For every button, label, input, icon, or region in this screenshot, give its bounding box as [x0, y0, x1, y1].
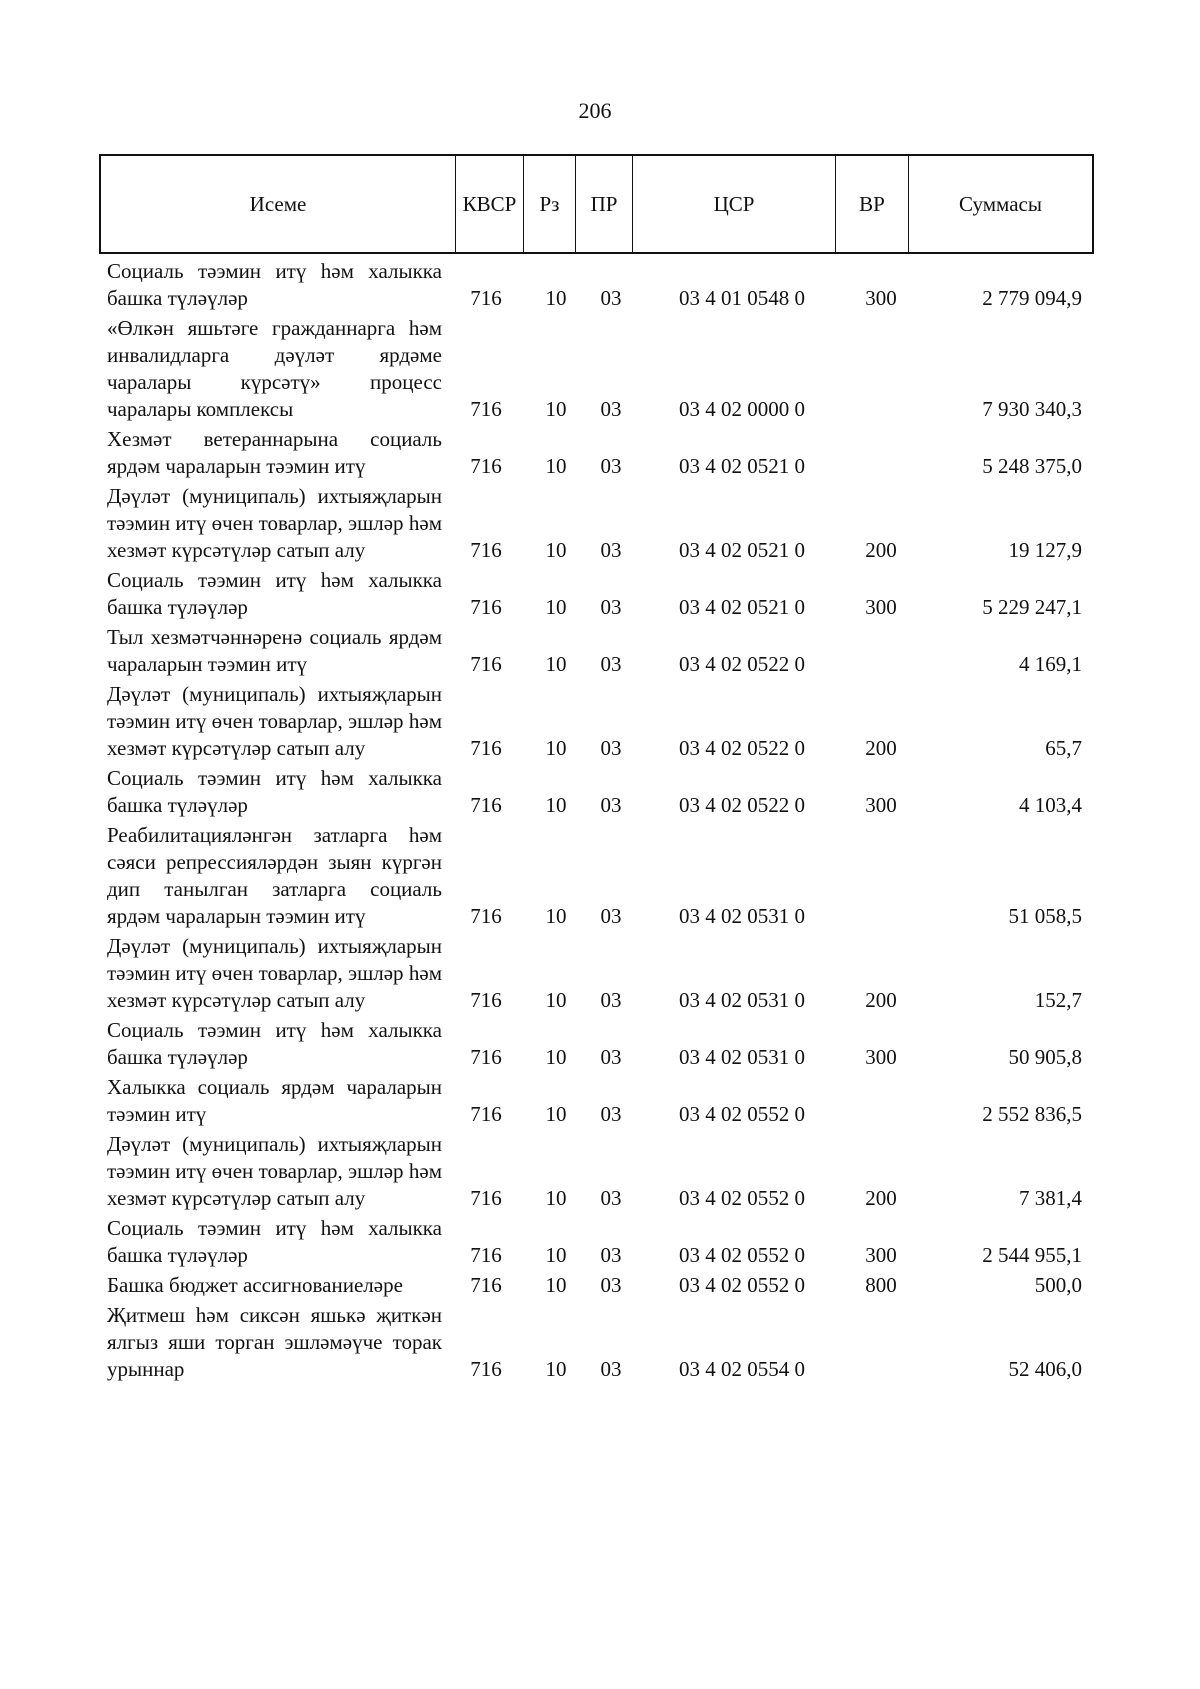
- row-name: Реабилитацияләнгән затларга һәм сәяси репрессияләрдән зыян күргән дип танылган затларга социаль ярдәм чараларын тәэмин итү: [107, 823, 442, 928]
- header-pr: ПР: [576, 156, 633, 252]
- row-name: Җитмеш һәм сиксән яшькә җиткән ялгыз яши торган эшләмәүче торак урыннар: [107, 1303, 442, 1381]
- table-body: [99, 258, 1094, 1386]
- row-pr: 03: [600, 652, 622, 676]
- header-rz: Рз: [524, 156, 576, 252]
- row-kvsr: 716: [470, 1357, 502, 1381]
- row-rz: 10: [545, 595, 567, 619]
- row-vr: 300: [865, 595, 897, 619]
- row-csr: 03 4 01 0548 0: [679, 286, 805, 310]
- row-rz: 10: [545, 1357, 567, 1381]
- row-kvsr: 716: [470, 454, 502, 478]
- row-pr: 03: [600, 793, 622, 817]
- row-csr: 03 4 02 0552 0: [679, 1102, 805, 1126]
- row-rz: 10: [545, 904, 567, 928]
- row-vr: 200: [865, 1186, 897, 1210]
- row-sum: 7 930 340,3: [982, 397, 1082, 421]
- row-pr: 03: [600, 454, 622, 478]
- row-pr: 03: [600, 1102, 622, 1126]
- row-kvsr: 716: [470, 1243, 502, 1267]
- row-kvsr: 716: [470, 1186, 502, 1210]
- row-pr: 03: [600, 1243, 622, 1267]
- row-csr: 03 4 02 0522 0: [679, 793, 805, 817]
- row-pr: 03: [600, 904, 622, 928]
- table-row: [99, 1272, 1094, 1299]
- row-kvsr: 716: [470, 988, 502, 1012]
- row-sum: 50 905,8: [1008, 1045, 1082, 1069]
- row-vr: 200: [865, 988, 897, 1012]
- row-csr: 03 4 02 0531 0: [679, 988, 805, 1012]
- row-vr: 300: [865, 1045, 897, 1069]
- row-vr: 300: [865, 286, 897, 310]
- table-row: [99, 822, 1094, 930]
- table-row: [99, 1215, 1094, 1269]
- row-pr: 03: [600, 286, 622, 310]
- row-csr: 03 4 02 0554 0: [679, 1357, 805, 1381]
- row-name: Хезмәт ветераннарына социаль ярдәм чараларын тәэмин итү: [107, 427, 442, 478]
- row-sum: 65,7: [1045, 736, 1082, 760]
- row-kvsr: 716: [470, 1102, 502, 1126]
- row-sum: 2 779 094,9: [982, 286, 1082, 310]
- row-sum: 52 406,0: [1008, 1357, 1082, 1381]
- row-name: Халыкка социаль ярдәм чараларын тәэмин итү: [107, 1075, 442, 1126]
- table-row: [99, 624, 1094, 678]
- row-csr: 03 4 02 0521 0: [679, 595, 805, 619]
- row-sum: 152,7: [1034, 988, 1082, 1012]
- row-csr: 03 4 02 0552 0: [679, 1243, 805, 1267]
- row-sum: 5 229 247,1: [982, 595, 1082, 619]
- header-csr: ЦСР: [633, 156, 836, 252]
- row-pr: 03: [600, 736, 622, 760]
- row-sum: 51 058,5: [1008, 904, 1082, 928]
- row-sum: 19 127,9: [1008, 538, 1082, 562]
- row-rz: 10: [545, 988, 567, 1012]
- table-row: [99, 681, 1094, 762]
- row-vr: 800: [865, 1273, 897, 1297]
- table-row: [99, 1302, 1094, 1383]
- row-csr: 03 4 02 0531 0: [679, 1045, 805, 1069]
- row-name: Социаль тәэмин итү һәм халыкка башка түләүләр: [107, 259, 442, 310]
- row-name: Дәүләт (муниципаль) ихтыяҗларын тәэмин итү өчен товарлар, эшләр һәм хезмәт күрсәтүләр сатып алу: [107, 682, 442, 760]
- header-kvsr: КВСР: [456, 156, 524, 252]
- row-rz: 10: [545, 397, 567, 421]
- row-name: Социаль тәэмин итү һәм халыкка башка түләүләр: [107, 766, 442, 817]
- row-kvsr: 716: [470, 595, 502, 619]
- row-name: «Өлкән яшьтәге гражданнарга һәм инвалидларга дәүләт ярдәме чаралары күрсәтү» процесс чаралары комплексы: [107, 316, 442, 421]
- table-row: [99, 258, 1094, 312]
- header-sum: Суммасы: [959, 191, 1042, 216]
- row-pr: 03: [600, 1186, 622, 1210]
- row-name: Социаль тәэмин итү һәм халыкка башка түләүләр: [107, 1018, 442, 1069]
- table-header: [99, 154, 1094, 254]
- page-number: 206: [578, 98, 612, 123]
- header-name: Исеме: [101, 156, 456, 252]
- row-sum: 2 552 836,5: [982, 1102, 1082, 1126]
- row-rz: 10: [545, 652, 567, 676]
- row-sum: 4 169,1: [1019, 652, 1082, 676]
- row-vr: 300: [865, 793, 897, 817]
- table-row: [99, 567, 1094, 621]
- row-name: Дәүләт (муниципаль) ихтыяҗларын тәэмин итү өчен товарлар, эшләр һәм хезмәт күрсәтүләр сатып алу: [107, 934, 442, 1012]
- row-kvsr: 716: [470, 286, 502, 310]
- row-kvsr: 716: [470, 652, 502, 676]
- table-row: [99, 933, 1094, 1014]
- row-csr: 03 4 02 0552 0: [679, 1186, 805, 1210]
- row-csr: 03 4 02 0522 0: [679, 652, 805, 676]
- row-sum: 7 381,4: [1019, 1186, 1082, 1210]
- row-kvsr: 716: [470, 538, 502, 562]
- row-kvsr: 716: [470, 1273, 502, 1297]
- row-rz: 10: [545, 1045, 567, 1069]
- row-pr: 03: [600, 397, 622, 421]
- row-sum: 4 103,4: [1019, 793, 1082, 817]
- row-pr: 03: [600, 1273, 622, 1297]
- row-name: Башка бюджет ассигнованиеләре: [107, 1273, 403, 1297]
- row-csr: 03 4 02 0521 0: [679, 454, 805, 478]
- row-rz: 10: [545, 286, 567, 310]
- row-kvsr: 716: [470, 397, 502, 421]
- row-rz: 10: [545, 736, 567, 760]
- row-csr: 03 4 02 0521 0: [679, 538, 805, 562]
- row-name: Тыл хезмәтчәннәренә социаль ярдәм чараларын тәэмин итү: [107, 625, 442, 676]
- table-row: [99, 1074, 1094, 1128]
- row-name: Дәүләт (муниципаль) ихтыяҗларын тәэмин итү өчен товарлар, эшләр һәм хезмәт күрсәтүләр сатып алу: [107, 1132, 442, 1210]
- row-kvsr: 716: [470, 793, 502, 817]
- table-row: [99, 426, 1094, 480]
- table-row: [99, 315, 1094, 423]
- table-row: [99, 765, 1094, 819]
- row-vr: 300: [865, 1243, 897, 1267]
- table-row: [99, 1017, 1094, 1071]
- row-kvsr: 716: [470, 904, 502, 928]
- row-vr: 200: [865, 538, 897, 562]
- row-rz: 10: [545, 1102, 567, 1126]
- table-row: [99, 483, 1094, 564]
- row-pr: 03: [600, 1357, 622, 1381]
- header-vr: ВР: [836, 156, 909, 252]
- row-rz: 10: [545, 1243, 567, 1267]
- row-pr: 03: [600, 988, 622, 1012]
- row-csr: 03 4 02 0552 0: [679, 1273, 805, 1297]
- row-kvsr: 716: [470, 1045, 502, 1069]
- row-sum: 2 544 955,1: [982, 1243, 1082, 1267]
- row-pr: 03: [600, 1045, 622, 1069]
- row-kvsr: 716: [470, 736, 502, 760]
- row-vr: 200: [865, 736, 897, 760]
- row-name: Дәүләт (муниципаль) ихтыяҗларын тәэмин итү өчен товарлар, эшләр һәм хезмәт күрсәтүләр сатып алу: [107, 484, 442, 562]
- table-row: [99, 1131, 1094, 1212]
- row-csr: 03 4 02 0531 0: [679, 904, 805, 928]
- row-name: Социаль тәэмин итү һәм халыкка башка түләүләр: [107, 1216, 442, 1267]
- row-rz: 10: [545, 1186, 567, 1210]
- row-sum: 5 248 375,0: [982, 454, 1082, 478]
- row-rz: 10: [545, 1273, 567, 1297]
- row-csr: 03 4 02 0000 0: [679, 397, 805, 421]
- row-pr: 03: [600, 595, 622, 619]
- row-rz: 10: [545, 538, 567, 562]
- row-csr: 03 4 02 0522 0: [679, 736, 805, 760]
- row-rz: 10: [545, 454, 567, 478]
- row-name: Социаль тәэмин итү һәм халыкка башка түләүләр: [107, 568, 442, 619]
- row-pr: 03: [600, 538, 622, 562]
- row-sum: 500,0: [1034, 1273, 1082, 1297]
- row-rz: 10: [545, 793, 567, 817]
